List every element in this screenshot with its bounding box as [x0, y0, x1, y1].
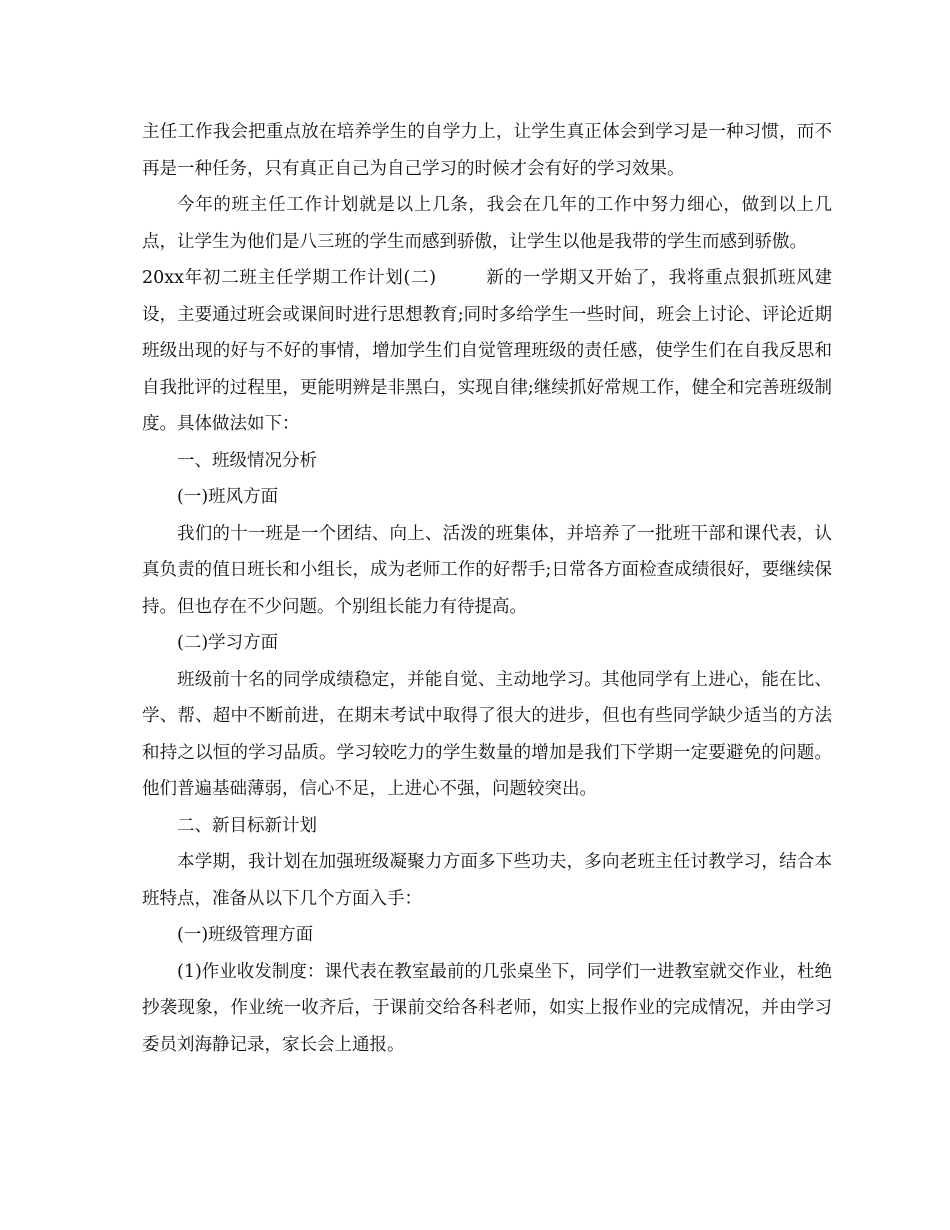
paragraph-class-style: 我们的十一班是一个团结、向上、活泼的班集体，并培养了一批班干部和课代表，认真负责的值日班长和小组长，成为老师工作的好帮手;日常各方面检查成绩很好，要继续保持。但也存在不少问题。个别组长能力有待提高。 — [142, 523, 832, 617]
paragraph-1: 主任工作我会把重点放在培养学生的自学力上，让学生真正体会到学习是一种习惯，而不再是一种任务，只有真正自己为自己学习的时候才会有好的学习效果。 — [142, 122, 832, 179]
document-body — [142, 114, 832, 1063]
paragraph-homework-system: (1)作业收发制度：课代表在教室最前的几张桌坐下，同学们一进教室就交作业，杜绝抄袭现象，作业统一收齐后，于课前交给各科老师，如实上报作业的完成情况，并由学习委员刘海静记录，家长会上通报。 — [142, 961, 832, 1055]
paragraph-new-goals: 本学期，我计划在加强班级凝聚力方面多下些功夫，多向老班主任讨教学习，结合本班特点，准备从以下几个方面入手： — [142, 852, 832, 909]
paragraph-3-text: 新的一学期又开始了，我将重点狠抓班风建设，主要通过班会或课间时进行思想教育;同时多给学生一些时间，班会上讨论、评论近期班级出现的好与不好的事情，增加学生们自觉管理班级的责任感，使学生们在自我反思和自我批评的过程里，更能明辨是非黑白，实现自律;继续抓好常规工作，健全和完善班级制度。具体做法如下： — [142, 268, 832, 434]
paragraph-study: 班级前十名的同学成绩稳定，并能自觉、主动地学习。其他同学有上进心，能在比、学、帮、超中不断前进，在期末考试中取得了很大的进步，但也有些同学缺少适当的方法和持之以恒的学习品质。学习较吃力的学生数量的增加是我们下学期一定要避免的问题。他们普遍基础薄弱，信心不足，上进心不强，问题较突出。 — [142, 669, 832, 799]
paragraph-3 — [142, 260, 832, 443]
subheading-class-management: (一)班级管理方面 — [177, 925, 314, 945]
heading-new-goals: 二、新目标新计划 — [177, 815, 317, 836]
subheading-study: (二)学习方面 — [177, 633, 279, 653]
heading-class-situation: 一、班级情况分析 — [177, 450, 317, 471]
subheading-class-style: (一)班风方面 — [177, 487, 279, 507]
section-title-inline — [142, 268, 486, 288]
section-title: 20xx年初二班主任学期工作计划(二) — [142, 268, 437, 288]
paragraph-2: 今年的班主任工作计划就是以上几条，我会在几年的工作中努力细心，做到以上几点，让学生为他们是八三班的学生而感到骄傲，让学生以他是我带的学生而感到骄傲。 — [142, 195, 832, 252]
